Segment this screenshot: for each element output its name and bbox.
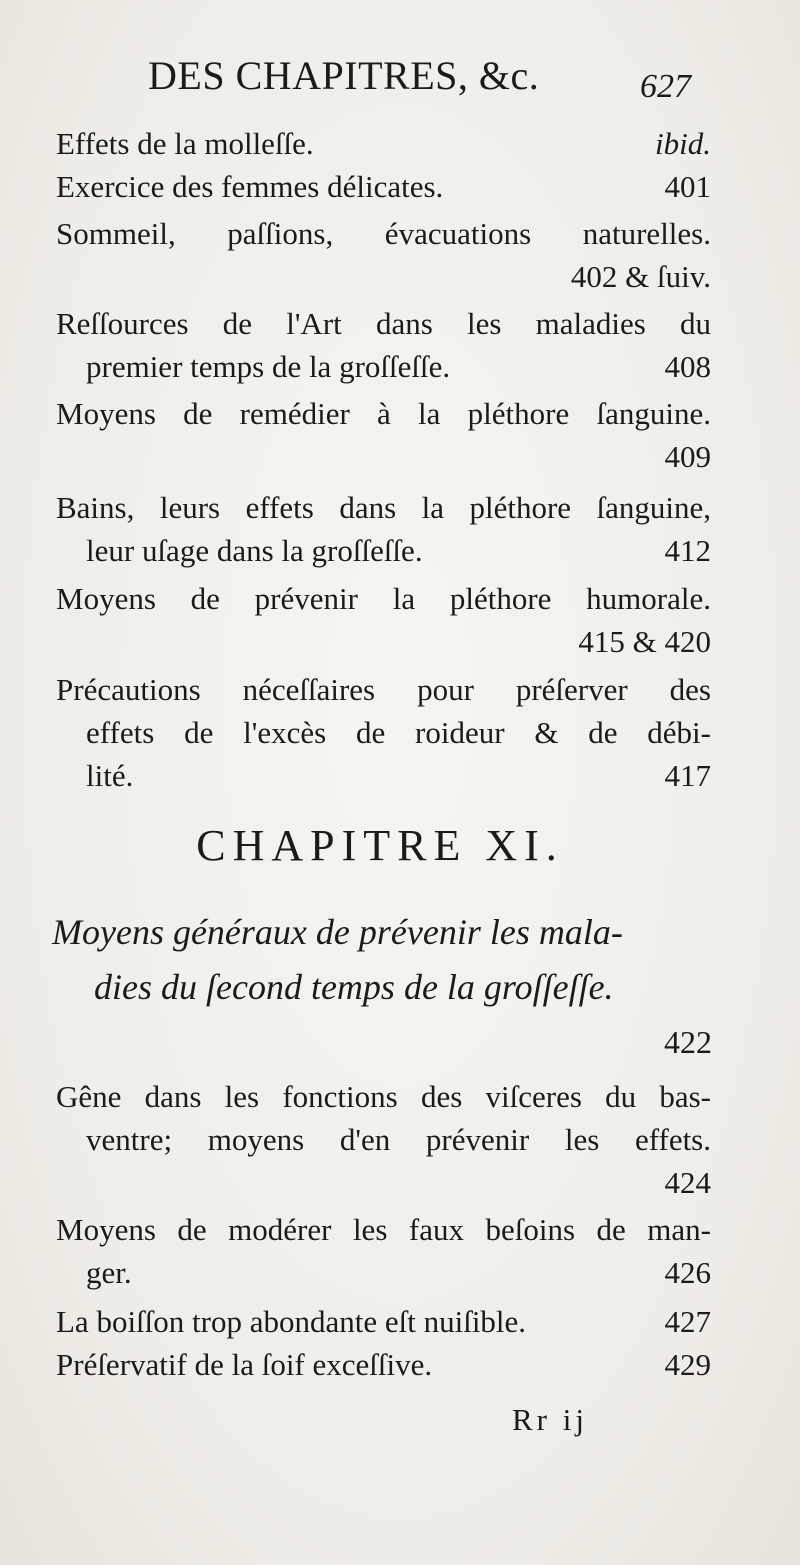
entry-text: Précautions néceſſaires pour préſerver des [56, 672, 711, 707]
entry-page: 429 [664, 1347, 711, 1382]
toc-entry [56, 302, 711, 388]
entry-page: 426 [664, 1255, 711, 1290]
entry-text: effets de l'excès de roideur & de débi- [86, 715, 711, 750]
entry-text: La boiſſon trop abondante eſt nuiſible. [56, 1304, 527, 1339]
entry-text: Sommeil, paſſions, évacuations naturelles. [56, 216, 711, 251]
chapter-heading: CHAPITRE XI. [196, 821, 564, 870]
entry-page: 427 [664, 1304, 711, 1339]
entry-text: Préſervatif de la ſoif exceſſive. [56, 1347, 433, 1382]
entry-text: leur uſage dans la groſſeſſe. [86, 533, 423, 568]
entry-text: ger. [86, 1255, 132, 1290]
entry-page: 415 & 420 [578, 624, 711, 659]
entry-page: 417 [664, 758, 711, 793]
toc-entry [56, 165, 711, 208]
toc-entry [56, 122, 711, 165]
entry-page: ibid. [655, 126, 711, 161]
summary-page: 422 [664, 1024, 712, 1060]
summary-line: dies du ſecond temps de la groſſeſſe. [94, 967, 614, 1007]
chapter-summary [52, 905, 712, 1070]
toc-entry [56, 392, 711, 478]
page-number: 627 [640, 68, 691, 105]
entry-text: premier temps de la groſſeſſe. [86, 349, 451, 384]
entry-text: Reſſources de l'Art dans les maladies du [56, 306, 711, 341]
entry-page: 409 [664, 439, 711, 474]
entry-page: 424 [664, 1165, 711, 1200]
entry-text: ventre; moyens d'en prévenir les effets. [86, 1122, 711, 1157]
toc-entry [56, 1300, 711, 1343]
entry-text: Moyens de modérer les faux beſoins de man- [56, 1212, 711, 1247]
entry-text: Moyens de prévenir la pléthore humorale. [56, 581, 711, 616]
entry-text: Moyens de remédier à la pléthore ſanguine. [56, 396, 711, 431]
entry-text: Gêne dans les fonctions des viſceres du bas- [56, 1079, 711, 1114]
entry-text: Exercice des femmes délicates. [56, 169, 444, 204]
toc-entry [56, 212, 711, 298]
toc-entry [56, 668, 711, 797]
toc-entry [56, 577, 711, 663]
toc-entry [56, 1208, 711, 1294]
toc-entry [56, 1075, 711, 1204]
toc-entry [56, 1343, 711, 1386]
entry-page: 408 [664, 349, 711, 384]
entry-page: 401 [664, 169, 711, 204]
summary-line: Moyens généraux de prévenir les mala- [52, 912, 623, 952]
running-title: DES CHAPITRES, &c. [148, 53, 540, 98]
entry-page: 412 [664, 533, 711, 568]
entry-text: lité. [86, 758, 134, 793]
entry-text: Effets de la molleſſe. [56, 126, 314, 161]
entry-text: Bains, leurs effets dans la pléthore ſanguine, [56, 490, 711, 525]
signature-mark: Rr ij [512, 1402, 588, 1437]
toc-entry [56, 486, 711, 572]
entry-page: 402 & ſuiv. [570, 259, 711, 294]
